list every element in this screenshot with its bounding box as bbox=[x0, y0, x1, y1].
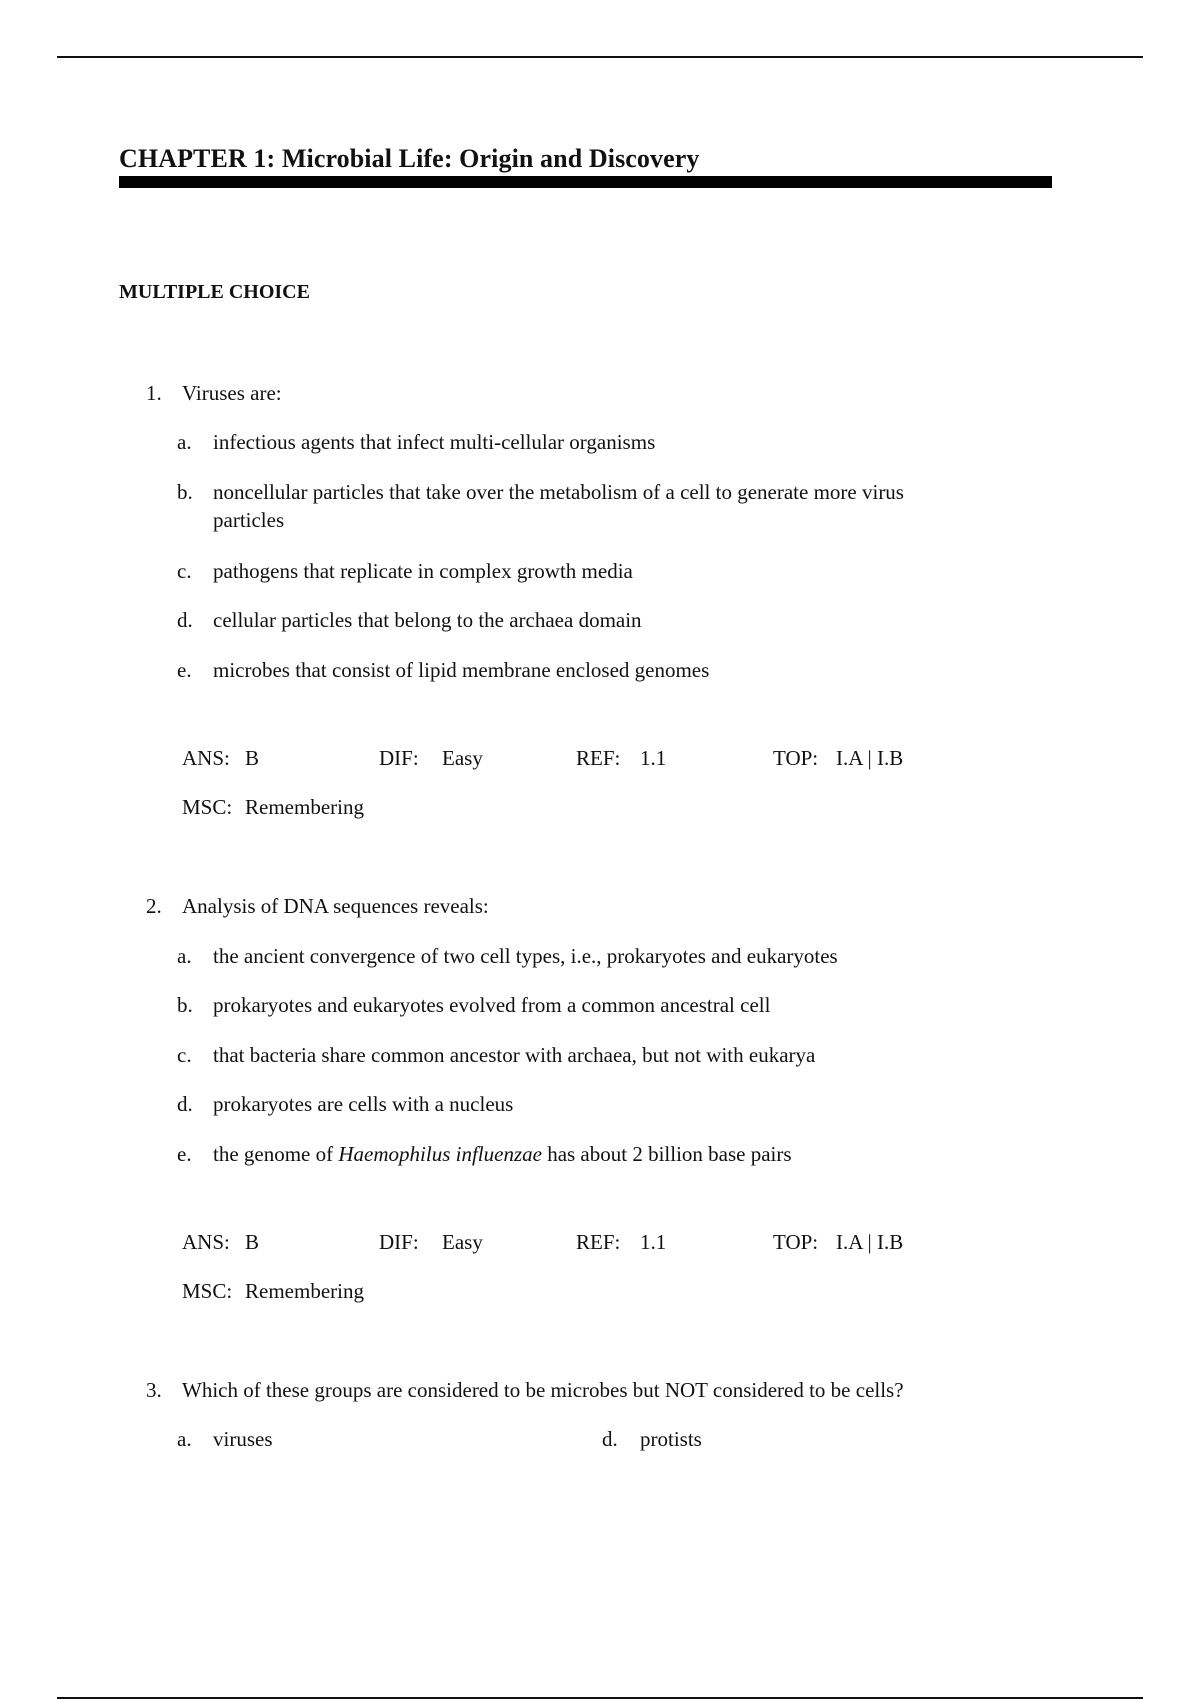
dif-label: DIF: bbox=[379, 1230, 419, 1254]
option-text: protists bbox=[640, 1427, 702, 1451]
option-text: viruses bbox=[213, 1427, 273, 1451]
bottom-rule bbox=[57, 1697, 1143, 1699]
ans-value: B bbox=[245, 746, 260, 770]
dif-value: Easy bbox=[442, 746, 483, 770]
option-text-continued: particles bbox=[213, 508, 285, 532]
option-letter: e. bbox=[177, 658, 192, 682]
option-text: that bacteria share common ancestor with archaea, but not with eukarya bbox=[213, 1043, 816, 1067]
option-letter: a. bbox=[177, 944, 192, 968]
msc-label: MSC: bbox=[182, 795, 233, 819]
ans-label: ANS: bbox=[182, 746, 230, 770]
question-text: Analysis of DNA sequences reveals: bbox=[182, 894, 489, 918]
option-text: prokaryotes and eukaryotes evolved from a common ancestral cell bbox=[213, 993, 771, 1017]
question-text: Which of these groups are considered to be microbes but NOT considered to be cells? bbox=[182, 1378, 904, 1402]
ref-label: REF: bbox=[576, 1230, 621, 1254]
option-letter: a. bbox=[177, 430, 192, 454]
question-number: 3. bbox=[146, 1378, 162, 1402]
option-text: infectious agents that infect multi-cellular organisms bbox=[213, 430, 656, 454]
top-rule bbox=[57, 56, 1143, 58]
question-number: 2. bbox=[146, 894, 162, 918]
dif-label: DIF: bbox=[379, 746, 419, 770]
option-text bbox=[213, 1142, 792, 1167]
msc-value: Remembering bbox=[245, 1279, 364, 1303]
option-letter: c. bbox=[177, 1043, 192, 1067]
option-letter: b. bbox=[177, 480, 193, 504]
option-text: the ancient convergence of two cell types, i.e., prokaryotes and eukaryotes bbox=[213, 944, 838, 968]
option-text-pre: the genome of bbox=[213, 1142, 339, 1166]
top-value: I.A | I.B bbox=[836, 746, 904, 770]
option-text: cellular particles that belong to the archaea domain bbox=[213, 608, 642, 632]
dif-value: Easy bbox=[442, 1230, 483, 1254]
option-text: microbes that consist of lipid membrane enclosed genomes bbox=[213, 658, 710, 682]
option-letter: d. bbox=[602, 1427, 618, 1451]
ans-value: B bbox=[245, 1230, 260, 1254]
question-number: 1. bbox=[146, 381, 162, 405]
option-letter: d. bbox=[177, 1092, 193, 1116]
msc-label: MSC: bbox=[182, 1279, 233, 1303]
ref-value: 1.1 bbox=[640, 746, 667, 770]
msc-value: Remembering bbox=[245, 795, 364, 819]
ans-label: ANS: bbox=[182, 1230, 230, 1254]
option-letter: a. bbox=[177, 1427, 192, 1451]
option-letter: e. bbox=[177, 1142, 192, 1166]
option-text-italic: Haemophilus influenzae bbox=[338, 1142, 542, 1166]
option-letter: c. bbox=[177, 559, 192, 583]
top-value: I.A | I.B bbox=[836, 1230, 904, 1254]
top-label: TOP: bbox=[773, 746, 819, 770]
question-text: Viruses are: bbox=[182, 381, 282, 405]
ref-label: REF: bbox=[576, 746, 621, 770]
option-text-post: has about 2 billion base pairs bbox=[541, 1142, 792, 1166]
section-heading: MULTIPLE CHOICE bbox=[119, 281, 310, 303]
top-label: TOP: bbox=[773, 1230, 819, 1254]
option-text: noncellular particles that take over the metabolism of a cell to generate more virus bbox=[213, 480, 904, 504]
option-letter: d. bbox=[177, 608, 193, 632]
option-text: pathogens that replicate in complex growth media bbox=[213, 559, 633, 583]
ref-value: 1.1 bbox=[640, 1230, 667, 1254]
option-text: prokaryotes are cells with a nucleus bbox=[213, 1092, 514, 1116]
chapter-title: CHAPTER 1: Microbial Life: Origin and Discovery bbox=[119, 144, 700, 173]
option-letter: b. bbox=[177, 993, 193, 1017]
chapter-title-bar bbox=[119, 176, 1052, 188]
